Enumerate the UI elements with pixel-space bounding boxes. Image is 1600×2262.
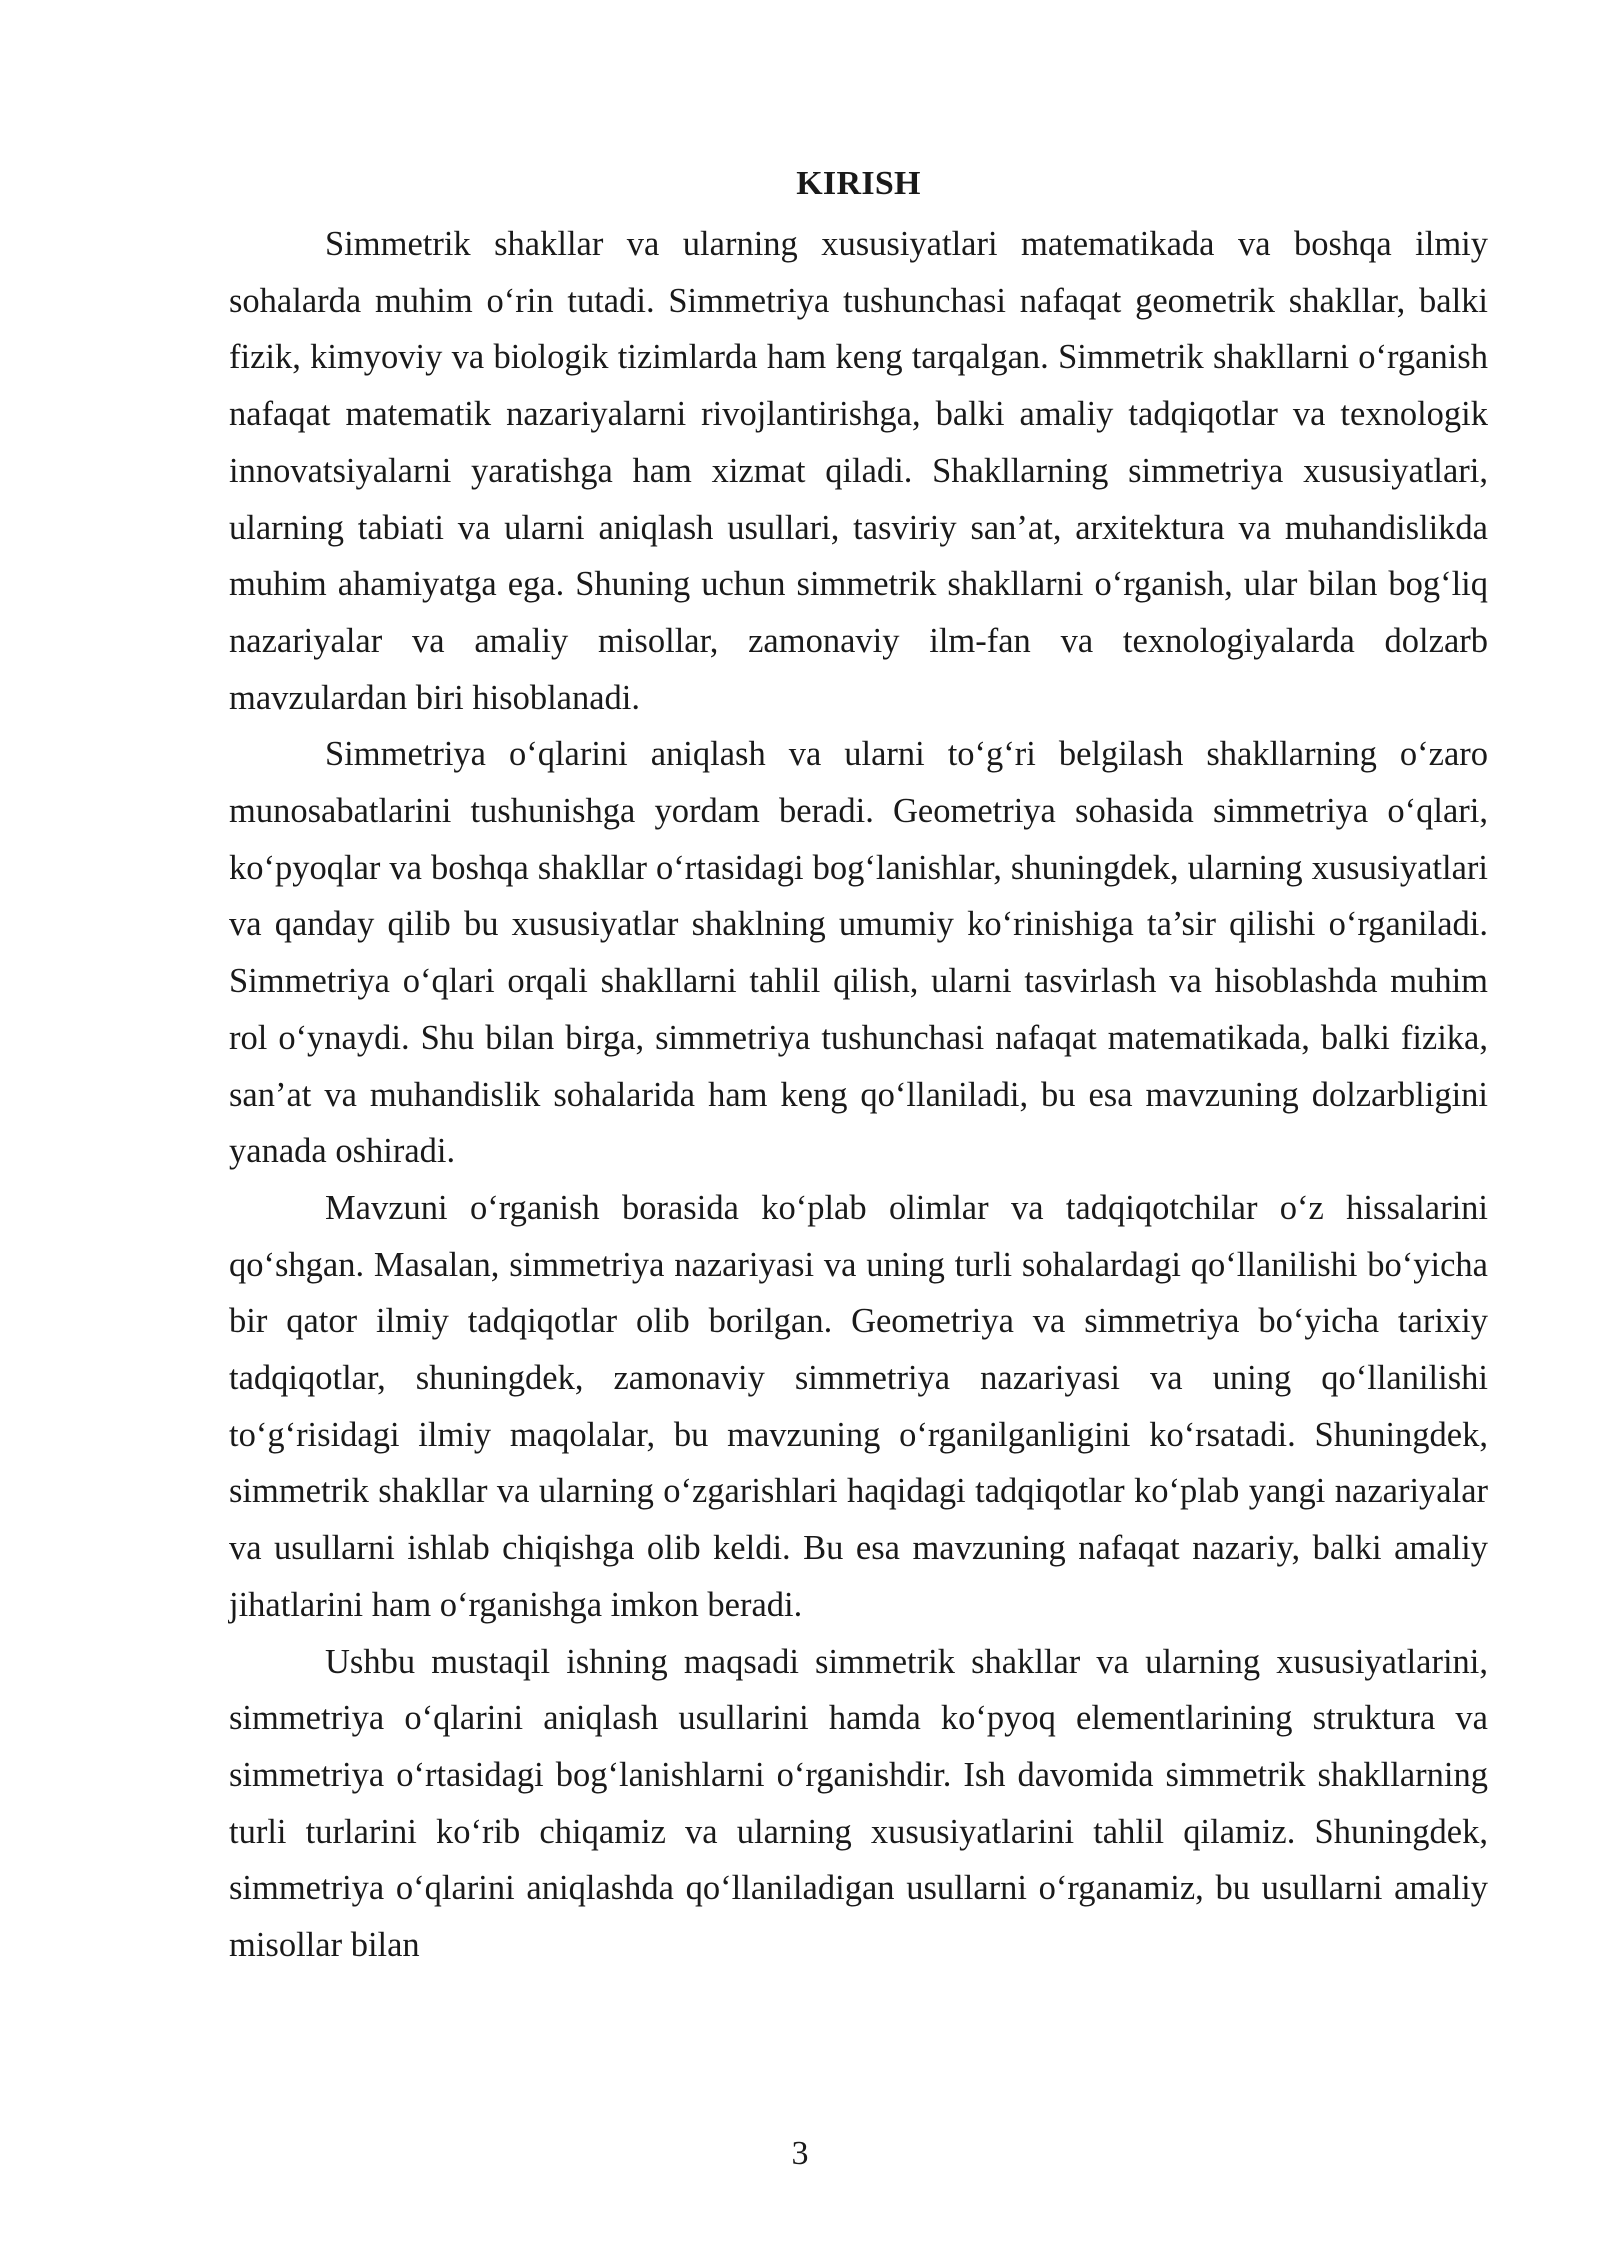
section-title: KIRISH [796, 165, 921, 202]
paragraph-4: Ushbu mustaqil ishning maqsadi simmetrik shakllar va ularning xususiyatlarini, simmetriya o‘qlarini aniqlash usullarini hamda ko‘pyoq elementlarining struktura va simmetriya o‘rtasidagi bog‘lanishlarni o‘rganishdir. Ish davomida simmetrik shakllarning turli turlarini ko‘rib chiqamiz va ularning xususiyatlarini tahlil qilamiz. Shuningdek, simmetriya o‘qlarini aniqlashda qo‘llaniladigan usullarni o‘rganamiz, bu usullarni amaliy misollar bilan [229, 1642, 1488, 1965]
paragraph-2: Simmetriya o‘qlarini aniqlash va ularni to‘g‘ri belgilash shakllarning o‘zaro munosabatlarini tushunishga yordam beradi. Geometriya sohasida simmetriya o‘qlari, ko‘pyoqlar va boshqa shakllar o‘rtasidagi bog‘lanishlar, shuningdek, ularning xususiyatlari va qanday qilib bu xususiyatlar shaklning umumiy ko‘rinishiga ta’sir qilishi o‘rganiladi. Simmetriya o‘qlari orqali shakllarni tahlil qilish, ularni tasvirlash va hisoblashda muhim rol o‘ynaydi. Shu bilan birga, simmetriya tushunchasi nafaqat matematikada, balki fizika, san’at va muhandislik sohalarida ham keng qo‘llaniladi, bu esa mavzuning dolzarbligini yanada oshiradi. [229, 735, 1488, 1171]
paragraph-1: Simmetrik shakllar va ularning xususiyatlari matematikada va boshqa ilmiy sohalarda muhim o‘rin tutadi. Simmetriya tushunchasi nafaqat geometrik shakllar, balki fizik, kimyoviy va biologik tizimlarda ham keng tarqalgan. Simmetrik shakllarni o‘rganish nafaqat matematik nazariyalarni rivojlantirishga, balki amaliy tadqiqotlar va texnologik innovatsiyalarni yaratishga ham xizmat qiladi. Shakllarning simmetriya xususiyatlari, ularning tabiati va ularni aniqlash usullari, tasviriy san’at, arxitektura va muhandislikda muhim ahamiyatga ega. Shuning uchun simmetrik shakllarni o‘rganish, ular bilan bog‘liq nazariyalar va amaliy misollar, zamonaviy ilm-fan va texnologiyalarda dolzarb mavzulardan biri hisoblanadi. [229, 225, 1488, 717]
page-content [229, 160, 1488, 1974]
paragraph-3: Mavzuni o‘rganish borasida ko‘plab olimlar va tadqiqotchilar o‘z hissalarini qo‘shgan. Masalan, simmetriya nazariyasi va uning turli sohalardagi qo‘llanilishi bo‘yicha bir qator ilmiy tadqiqotlar olib borilgan. Geometriya va simmetriya bo‘yicha tarixiy tadqiqotlar, shuningdek, zamonaviy simmetriya nazariyasi va uning qo‘llanilishi to‘g‘risidagi ilmiy maqolalar, bu mavzuning o‘rganilganligini ko‘rsatadi. Shuningdek, simmetrik shakllar va ularning o‘zgarishlari haqidagi tadqiqotlar ko‘plab yangi nazariyalar va usullarni ishlab chiqishga olib keldi. Bu esa mavzuning nafaqat nazariy, balki amaliy jihatlarini ham o‘rganishga imkon beradi. [229, 1188, 1488, 1624]
page-number: 3 [791, 2135, 809, 2172]
